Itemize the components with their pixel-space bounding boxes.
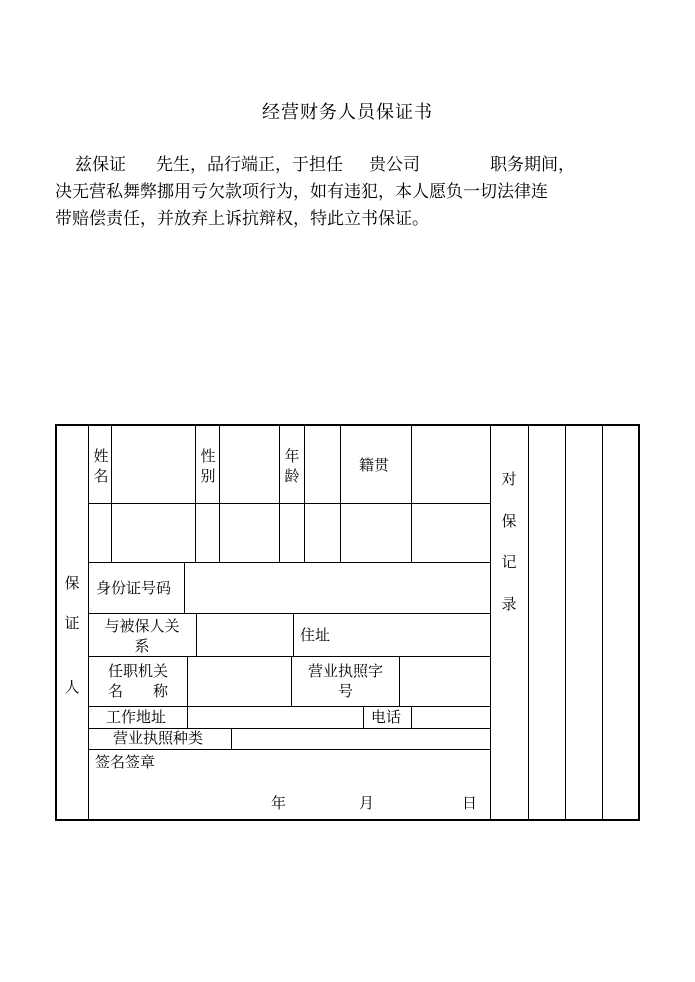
address-label: 住址 [300,626,331,644]
relation-label-1: 与被保人关 [104,617,180,635]
paragraph-line-3: 带赔偿责任，并放弃上诉抗辩权，特此立书保证。 [55,209,429,229]
record-label-1: 对 [501,470,517,488]
employer-label-2: 名 称 [107,682,168,700]
native-place-label: 籍贯 [359,456,390,474]
name-label-1: 姓 [93,447,109,465]
guarantor-label-3: 人 [64,678,80,696]
para-text-1b: 先生，品行端正，于担任 [156,155,343,175]
date-day-label: 日 [462,794,478,812]
guarantor-form-table [55,424,640,821]
age-label-1: 年 [284,447,300,465]
guarantor-label-2: 证 [64,614,80,632]
license-no-label-1: 营业执照字 [307,662,383,680]
record-label-4: 录 [501,595,517,613]
name-label-2: 名 [93,467,109,485]
document-title: 经营财务人员保证书 [262,102,433,123]
license-no-label-2: 号 [337,682,353,700]
employer-label-1: 任职机关 [107,662,168,680]
age-label-2: 龄 [284,467,300,485]
para-text-1a: 兹保证 [75,155,126,175]
work-address-label: 工作地址 [106,708,167,726]
record-label-3: 记 [501,553,517,571]
gender-label-2: 别 [200,467,216,485]
date-month-label: 月 [359,794,375,812]
record-label-2: 保 [501,512,517,530]
license-type-label: 营业执照种类 [113,729,204,747]
guarantor-label-1: 保 [64,574,80,592]
para-text-1c: 贵公司 [369,155,420,175]
gender-label-1: 性 [200,447,216,465]
date-year-label: 年 [271,794,287,812]
phone-label: 电话 [371,708,402,726]
id-number-label: 身份证号码 [96,579,172,597]
paragraph-line-2: 决无营私舞弊挪用亏欠款项行为，如有违犯，本人愿负一切法律连 [55,182,548,202]
para-text-1d: 职务期间， [490,155,575,175]
relation-label-2: 系 [134,637,150,655]
paragraph-line-1 [55,150,645,175]
signature-label: 签名签章 [95,753,156,771]
